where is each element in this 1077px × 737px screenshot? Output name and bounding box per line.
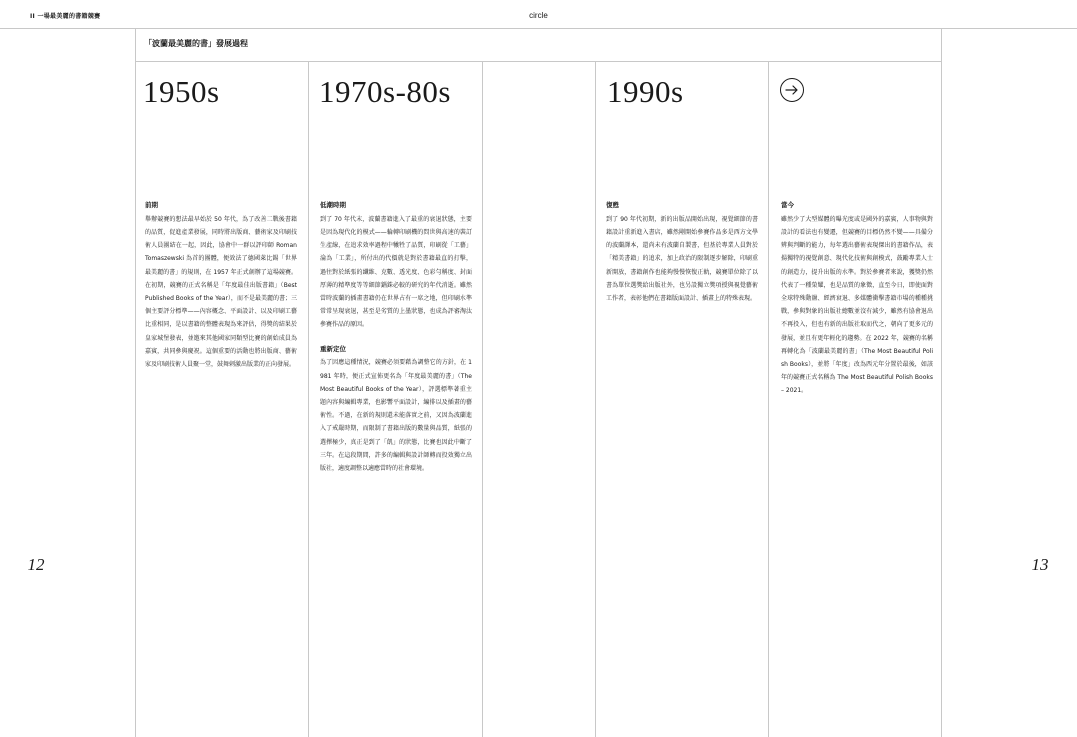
- page-number-right: 13: [1031, 555, 1049, 574]
- column-1950s: [145, 202, 297, 371]
- arrow-right-circle-icon[interactable]: [780, 78, 804, 102]
- column-present: [781, 202, 933, 398]
- grid-line: [135, 28, 136, 737]
- column-1990s: [606, 202, 758, 305]
- paragraph-present: 雖然少了大型媒體的曝光度或是國外的嘉賓，人事物與對設計的看法也有變遷，但競賽的目標仍然不變——具備分辨與判斷的能力，每年選出藝術表現傑出的書籍作品，表揚獨特的視覺創意、現代化技術與創模式，鼓勵專業人士的創造力，提升出版的水準。對於參賽者來說，獲獎仍然代表了一種榮耀，也是品質的象徵，直至今日，即使面對全球特殊動盪、經濟衰退、多媒體衝擊書籍市場的種種挑戰，參與對象的出版社總數並沒有減少，雖然有協會退出不再投入，但也有新的出版社取而代之，朝向了更多元的發展，並且有更年輕化的趨勢。在 2022 年，競賽的名稱再轉化為「波蘭最美麗的書」（The Most Beautiful Polish Books），並將「年度」改為西元年分置於最後，如該年的競賽正式名稱為 The Most Beautiful Polish Books – 2021。: [781, 215, 933, 395]
- magazine-name: circle: [529, 11, 548, 20]
- paragraph-low-period: 到了 70 年代末，波蘭書籍進入了最重的衰退狀態，主要是因為現代化的模式——輪轉印刷機的問世與高速的裝訂生產線，在追求效率過程中犧牲了品質，印刷從「工藝」淪為「工業」，所付出的代價就是對於書籍最直的打擊，過往對於紙張的纖維、克數、透光度、色彩勻稱度、封面厚薄的精準度等等細節錙銖必較的研究的年代消逝。雖然當時波蘭的插畫書籍仍在世界占有一席之地，但印刷水準常常呈現衰退，甚至是劣質的上墨狀態，也成為評審淘汰參賽作品的原因。: [320, 215, 472, 329]
- subtitle-early: 前期: [145, 201, 158, 209]
- section-heading: 「波蘭最美麗的書」發展過程: [144, 39, 248, 48]
- grid-line: [135, 61, 941, 62]
- subtitle-revival: 復甦: [606, 201, 619, 209]
- era-title-1950s: 1950s: [143, 74, 220, 109]
- era-title-1990s: 1990s: [607, 74, 684, 109]
- subtitle-present: 當今: [781, 201, 794, 209]
- grid-line: [941, 28, 942, 737]
- arrow-right-icon: [785, 83, 799, 97]
- era-title-1970s-80s: 1970s-80s: [319, 74, 451, 109]
- grid-line: [768, 62, 769, 737]
- top-bar: [0, 0, 1077, 29]
- paragraph-revival: 到了 90 年代初期，新的出版品開始出現，視覺細節的書籍設計重新進入書店，雖然剛開始參賽作品多是西方文學的波蘭譯本，還尚未有波蘭自製書，但基於專業人員對於「精美書籍」的追求，加上政治的限制逐步解除，印刷重新開放，書籍創作也能夠慢慢恢復正軌，競賽單位除了以書為單位選獎給出版社外，也另設獨立獎項授與視覺藝術工作者，表彰他們在書籍版面設計、插畫上的特殊表現。: [606, 215, 758, 303]
- paragraph-early: 舉辦競賽的想法最早始於 50 年代，為了改善二戰後書籍的品質，促進產業發展，同時將出版商、藝術家及印刷技術人員團結在一起，因此，協會中一群以評印師 Roman Tomaszewski 為首的團體，便效法了德國萊比錫「世界最美麗的書」的規則，在 1957 年正式創辦了這場競賽。在初期，競賽的正式名稱是「年度最佳出版書籍」（Best Published Books of the Year），而不是最美麗的書；三個主要評分標準——內容概念、平面設計、以及印刷工藝比重相同，是以書籍的整體表現為來評估，得獎的結果於皇家城堡發表，並邀來其他國家同類型比賽的創始成員為嘉賓，共同參與慶祝。這個重要的活動也將出版商、藝術家及印刷技術人員聚一堂，鼓舞刺激出版業的正向發展。: [145, 215, 297, 369]
- column-1970s-80s: [320, 202, 472, 475]
- subtitle-repositioning: 重新定位: [320, 344, 346, 353]
- grid-line: [595, 62, 596, 737]
- page-number-left: 12: [27, 555, 45, 574]
- subtitle-low-period: 低潮時期: [320, 201, 346, 209]
- running-title: II 一場最美麗的書籍競賽: [30, 13, 101, 20]
- grid-line: [308, 62, 309, 737]
- grid-line: [482, 62, 483, 737]
- paragraph-repositioning: 為了因應這種情況，競賽必須要藉為調整它的方針，在 1981 年時，便正式宣佈更名為「年度最美麗的書」（The Most Beautiful Books of the Year），評選標準著重主題內容與編輯專業，也影響平面設計，編排以及插畫的藝術性。不過，在新的規則還未能落實之前，又因為波蘭進入了戒嚴時期，而限制了書籍出版的數量與品質，紙張的選擇極少，真正是到了「飢」的狀態，比賽也因此中斷了三年。在這段期間，許多的編輯與設計師轉而投效獨立出版社，適度調整以適應當時的社會環境。: [320, 359, 472, 473]
